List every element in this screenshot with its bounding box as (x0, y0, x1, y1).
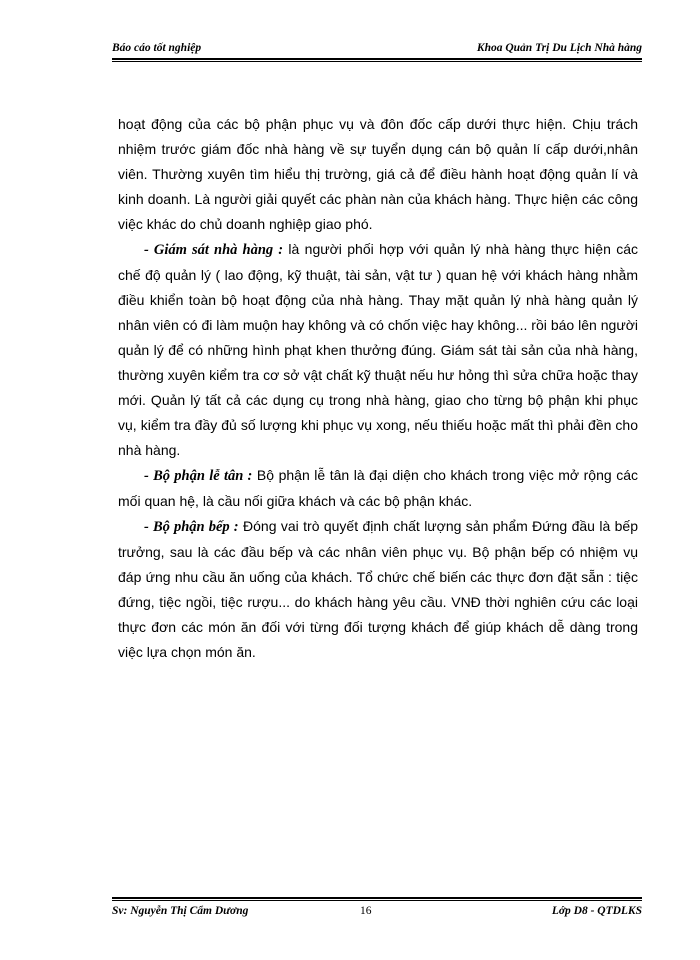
footer-divider (112, 897, 642, 901)
page-body (118, 112, 638, 665)
header-report-title: Báo cáo tốt nghiệp (112, 42, 202, 54)
paragraph-kitchen-text: Đóng vai trò quyết định chất lượng sản phẩm Đứng đầu là bếp trưởng, sau là các đầu bếp và các nhân viên phục vụ. Bộ phận bếp có nhiệm vụ đáp ứng nhu cầu ăn uống của khách. Tổ chức chế biến các thực đơn đặt sẵn : tiệc đứng, tiệc ngồi, tiệc rượu... do khách hàng yêu cầu. VNĐ thời nghiên cứu các loại thực đơn các món ăn đối với từng đối tượng khách để giúp khách dễ dàng trong việc lựa chọn món ăn. (118, 518, 638, 660)
paragraph-kitchen (118, 514, 638, 665)
page-number: 16 (360, 905, 372, 917)
header-faculty: Khoa Quản Trị Du Lịch Nhà hàng (476, 42, 642, 54)
page-footer (112, 903, 642, 923)
paragraph-supervisor-text: là người phối hợp với quản lý nhà hàng thực hiện các chế độ quản lý ( lao động, kỹ thuật, tài sản, vật tư ) quan hệ với khách hàng nhằm điều khiển toàn bộ hoạt động của nhà hàng. Thay mặt quản lý nhà hàng quản lý nhân viên có đi làm muộn hay không và có chốn việc hay không... rồi báo lên người quản lý để có những hình phạt khen thưởng đúng. Giám sát tài sản của nhà hàng, thường xuyên kiểm tra cơ sở vật chất kỹ thuật nếu hư hỏng thì sửa chữa hoặc thay mới. Quản lý tất cả các dụng cụ trong nhà hàng, giao cho từng bộ phận khi phục vụ, kiểm tra đầy đủ số lượng khi phục vụ xong, nếu thiếu hoặc mất thì phải đền cho nhà hàng. (118, 241, 638, 458)
paragraph-supervisor (118, 237, 638, 463)
header-divider (112, 58, 642, 62)
paragraph-reception (118, 463, 638, 514)
paragraph-intro: hoạt động của các bộ phận phục vụ và đôn đốc cấp dưới thực hiện. Chịu trách nhiệm trước giám đốc nhà hàng về sự tuyển dụng cán bộ quản lí cấp dưới,nhân viên. Thường xuyên tìm hiểu thị trường, giá cả để điều hành hoạt động quản lí và kinh doanh. Là người giải quyết các phàn nàn của khách hàng. Thực hiện các công việc khác do chủ doanh nghiệp giao phó. (118, 116, 638, 232)
term-supervisor: - Giám sát nhà hàng : (144, 242, 284, 258)
page-header (112, 38, 642, 58)
term-kitchen: - Bộ phận bếp : (144, 519, 239, 535)
footer-class: Lớp D8 - QTDLKS (551, 905, 642, 917)
paragraph-reception-text: Bộ phận lễ tân là đại diện cho khách trong việc mở rộng các mối quan hệ, là cầu nối giữa khách và các bộ phận khác. (118, 467, 638, 509)
footer-student-name: Sv: Nguyễn Thị Cẩm Dương (112, 905, 249, 917)
term-reception: - Bộ phận lễ tân : (144, 468, 253, 484)
